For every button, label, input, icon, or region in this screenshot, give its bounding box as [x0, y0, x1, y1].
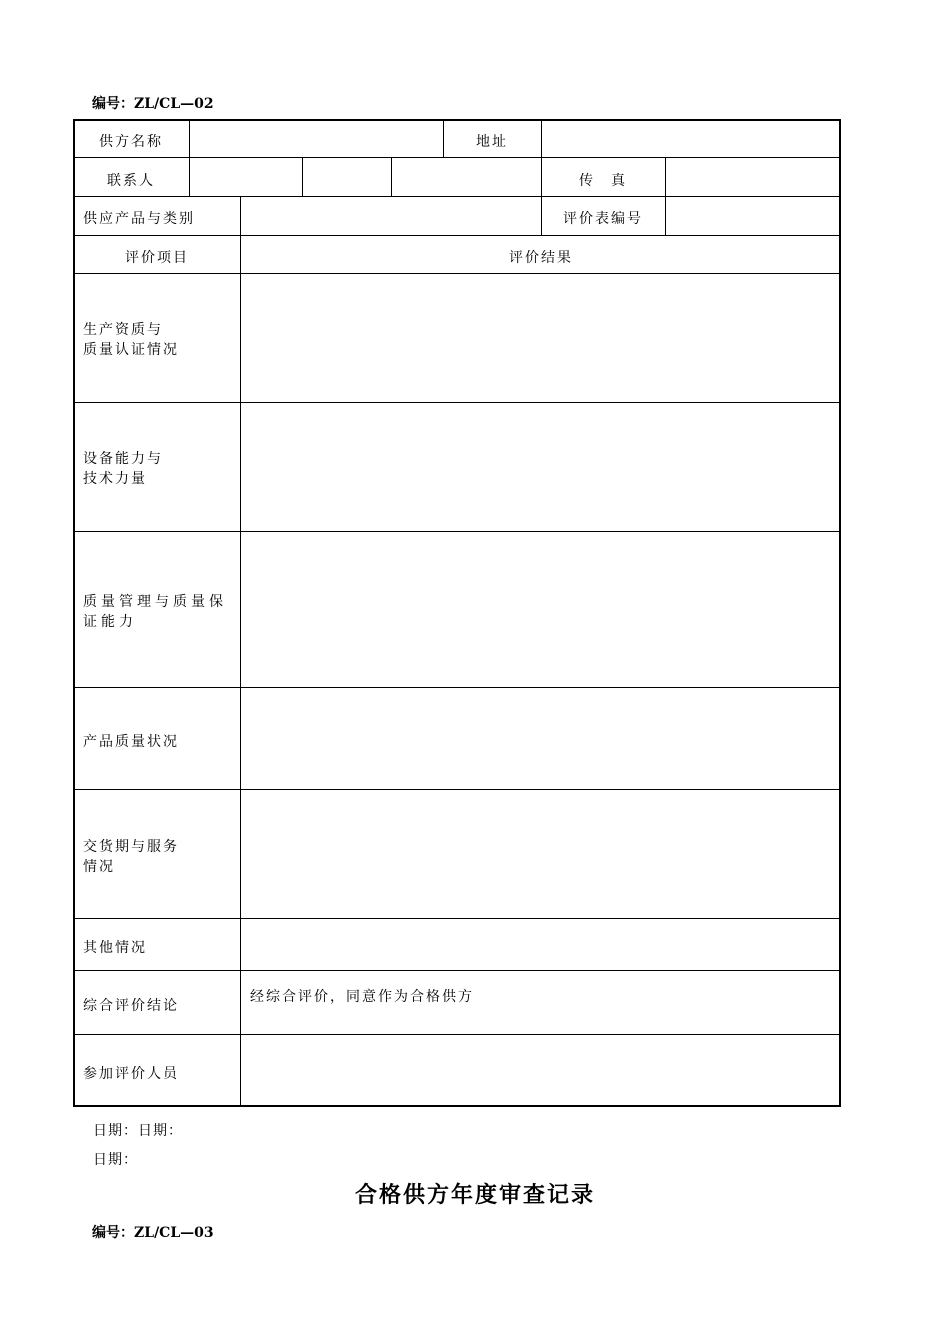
col-divider [541, 157, 542, 196]
row-divider [73, 235, 841, 236]
result-qualification[interactable] [241, 274, 840, 402]
item-quality-management: 质量管理与质量保 证能力 [83, 594, 227, 630]
item-overall-conclusion: 综合评价结论 [83, 998, 179, 1014]
item-product-quality: 产品质量状况 [83, 734, 179, 750]
item-delivery-service: 交货期与服务 情况 [83, 839, 179, 875]
contact-label: 联系人 [107, 173, 155, 189]
next-form-title: 合格供方年度审查记录 [354, 1182, 595, 1208]
next-form-code: 编号：ZL/CL—03 [92, 1225, 214, 1241]
item-qualification: 生产资质与 质量认证情况 [83, 322, 179, 358]
date-line-2: 日期： [93, 1152, 138, 1168]
result-quality-management[interactable] [241, 532, 840, 687]
item-header: 评价项目 [125, 250, 189, 266]
result-other[interactable] [241, 919, 840, 970]
row-divider [73, 970, 841, 971]
supplier-name-field[interactable] [190, 120, 443, 157]
form-code: 编号：ZL/CL—02 [92, 96, 214, 112]
result-delivery-service[interactable] [241, 790, 840, 918]
eval-form-no-field[interactable] [666, 197, 840, 235]
date-line-1: 日期：日期： [93, 1123, 183, 1139]
address-field[interactable] [542, 120, 840, 157]
col-divider [541, 196, 542, 235]
product-category-label: 供应产品与类别 [83, 211, 195, 227]
result-overall-conclusion[interactable]: 经综合评价，同意作为合格供方 [250, 989, 474, 1005]
item-evaluators: 参加评价人员 [83, 1066, 179, 1082]
col-divider [443, 119, 444, 157]
contact-field[interactable] [190, 158, 302, 196]
contact-field-2[interactable] [303, 158, 391, 196]
fax-field[interactable] [666, 158, 840, 196]
fax-label: 传 真 [579, 173, 627, 189]
result-evaluators[interactable] [241, 1035, 840, 1106]
eval-form-no-label: 评价表编号 [563, 211, 643, 227]
supplier-name-label: 供方名称 [99, 134, 163, 150]
product-category-field[interactable] [241, 197, 541, 235]
result-product-quality[interactable] [241, 688, 840, 789]
phone-field[interactable] [392, 158, 541, 196]
address-label: 地址 [476, 134, 508, 150]
item-equipment: 设备能力与 技术力量 [83, 451, 163, 487]
item-other: 其他情况 [83, 940, 147, 956]
result-header: 评价结果 [509, 250, 573, 266]
result-equipment[interactable] [241, 403, 840, 531]
